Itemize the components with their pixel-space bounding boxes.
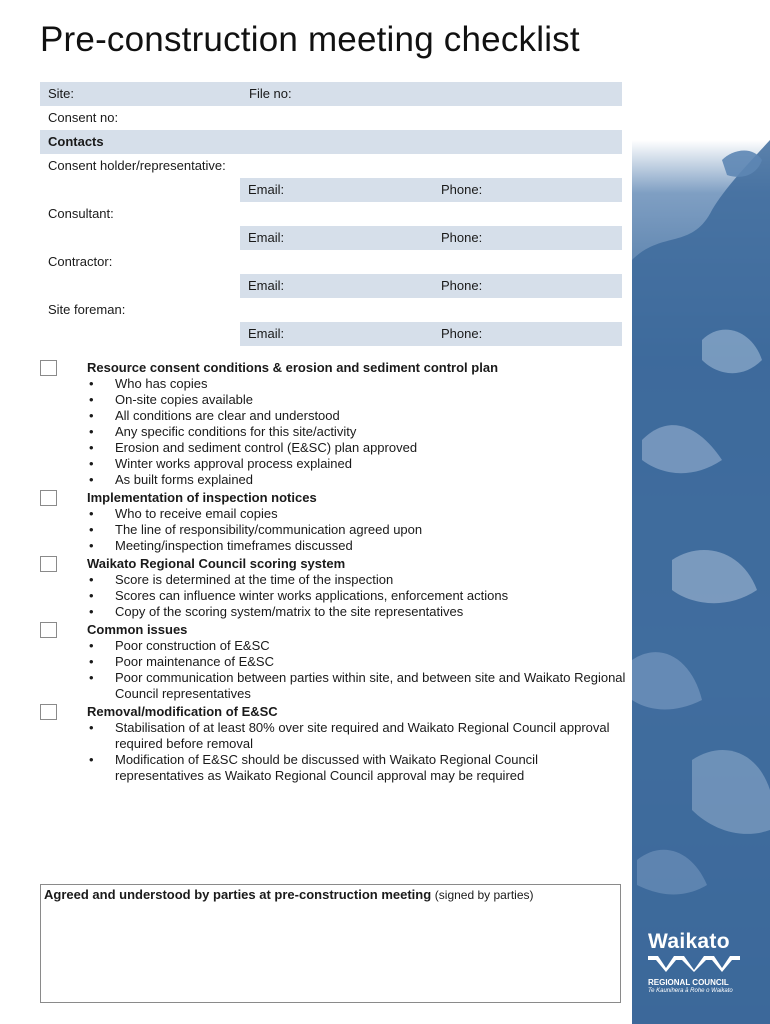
section-title: Waikato Regional Council scoring system — [87, 556, 346, 571]
removal-checkbox[interactable] — [40, 704, 57, 720]
side-photo-panel — [632, 140, 770, 1024]
list-item: • All conditions are clear and understood — [87, 408, 630, 424]
list-item: • On-site copies available — [87, 392, 630, 408]
site-foreman-email-field[interactable]: Email: — [248, 326, 285, 341]
section-title: Implementation of inspection notices — [87, 490, 317, 505]
consent-holder-email-field[interactable]: Email: — [248, 182, 285, 197]
site-foreman-phone-field[interactable]: Phone: — [441, 326, 483, 341]
contractor-email-field[interactable]: Email: — [248, 278, 285, 293]
contractor-contact-row — [240, 274, 622, 298]
bullet-list — [87, 376, 630, 488]
checklist-section-consent — [40, 360, 630, 488]
checklist-section-inspection — [40, 490, 630, 554]
list-item: • Modification of E&SC should be discussed with Waikato Regional Council representatives as Waikato Regional Council approval may be required — [87, 752, 630, 784]
page-title: Pre-construction meeting checklist — [40, 20, 580, 59]
consent-no-row — [40, 106, 622, 130]
consultant-field-label[interactable]: Consultant: — [48, 206, 114, 221]
site-field-label[interactable]: Site: — [48, 86, 75, 101]
contacts-heading: Contacts — [48, 134, 104, 149]
consultant-email-field[interactable]: Email: — [248, 230, 285, 245]
section-title: Common issues — [87, 622, 188, 637]
contractor-field-label[interactable]: Contractor: — [48, 254, 113, 269]
signature-box[interactable] — [40, 884, 621, 1003]
waikato-logo — [648, 930, 748, 995]
signature-note: (signed by parties) — [434, 888, 534, 902]
contractor-phone-field[interactable]: Phone: — [441, 278, 483, 293]
list-item: • The line of responsibility/communication agreed upon — [87, 522, 630, 538]
scoring-checkbox[interactable] — [40, 556, 57, 572]
list-item: • Meeting/inspection timeframes discussed — [87, 538, 630, 554]
common-issues-checkbox[interactable] — [40, 622, 57, 638]
list-item: • Any specific conditions for this site/activity — [87, 424, 630, 440]
signature-label: Agreed and understood by parties at pre-construction meeting — [44, 887, 432, 902]
bullet-list — [87, 720, 630, 784]
list-item: • Stabilisation of at least 80% over site required and Waikato Regional Council approval required before removal — [87, 720, 630, 752]
list-item: • Poor communication between parties within site, and between site and Waikato Regional Council representatives — [87, 670, 630, 702]
checklist-section-removal — [40, 704, 630, 784]
site-foreman-field-label[interactable]: Site foreman: — [48, 302, 126, 317]
details-form — [40, 82, 622, 346]
list-item: • Poor construction of E&SC — [87, 638, 630, 654]
consultant-contact-row — [240, 226, 622, 250]
bullet-list — [87, 506, 630, 554]
logo-name: Waikato — [648, 930, 730, 953]
consent-checkbox[interactable] — [40, 360, 57, 376]
checklist-section-common-issues — [40, 622, 630, 702]
site-foreman-row — [40, 298, 622, 322]
contractor-row — [40, 250, 622, 274]
list-item: • Copy of the scoring system/matrix to the site representatives — [87, 604, 630, 620]
logo-tagline: Te Kaunihera ā Rohe o Waikato — [648, 988, 733, 994]
consent-holder-row — [40, 154, 622, 178]
list-item: • Winter works approval process explained — [87, 456, 630, 472]
file-no-field-label[interactable]: File no: — [249, 86, 292, 101]
checklist — [40, 360, 630, 786]
consent-holder-phone-field[interactable]: Phone: — [441, 182, 483, 197]
site-foreman-contact-row — [240, 322, 622, 346]
list-item: • Erosion and sediment control (E&SC) plan approved — [87, 440, 630, 456]
consent-holder-field-label[interactable]: Consent holder/representative: — [48, 158, 226, 173]
logo-wave-icon — [648, 954, 740, 972]
inspection-checkbox[interactable] — [40, 490, 57, 506]
bullet-list — [87, 638, 630, 702]
consent-holder-contact-row — [240, 178, 622, 202]
consultant-row — [40, 202, 622, 226]
consent-no-field-label[interactable]: Consent no: — [48, 110, 119, 125]
consultant-phone-field[interactable]: Phone: — [441, 230, 483, 245]
contacts-heading-row — [40, 130, 622, 154]
list-item: • Poor maintenance of E&SC — [87, 654, 630, 670]
list-item: • Score is determined at the time of the inspection — [87, 572, 630, 588]
list-item: • As built forms explained — [87, 472, 630, 488]
list-item: • Who to receive email copies — [87, 506, 630, 522]
list-item: • Who has copies — [87, 376, 630, 392]
list-item: • Scores can influence winter works applications, enforcement actions — [87, 588, 630, 604]
logo-subtitle: REGIONAL COUNCIL — [648, 978, 729, 987]
foliage-image — [632, 140, 770, 1024]
site-row — [40, 82, 622, 106]
section-title: Removal/modification of E&SC — [87, 704, 278, 719]
checklist-section-scoring — [40, 556, 630, 620]
section-title: Resource consent conditions & erosion and sediment control plan — [87, 360, 499, 375]
bullet-list — [87, 572, 630, 620]
